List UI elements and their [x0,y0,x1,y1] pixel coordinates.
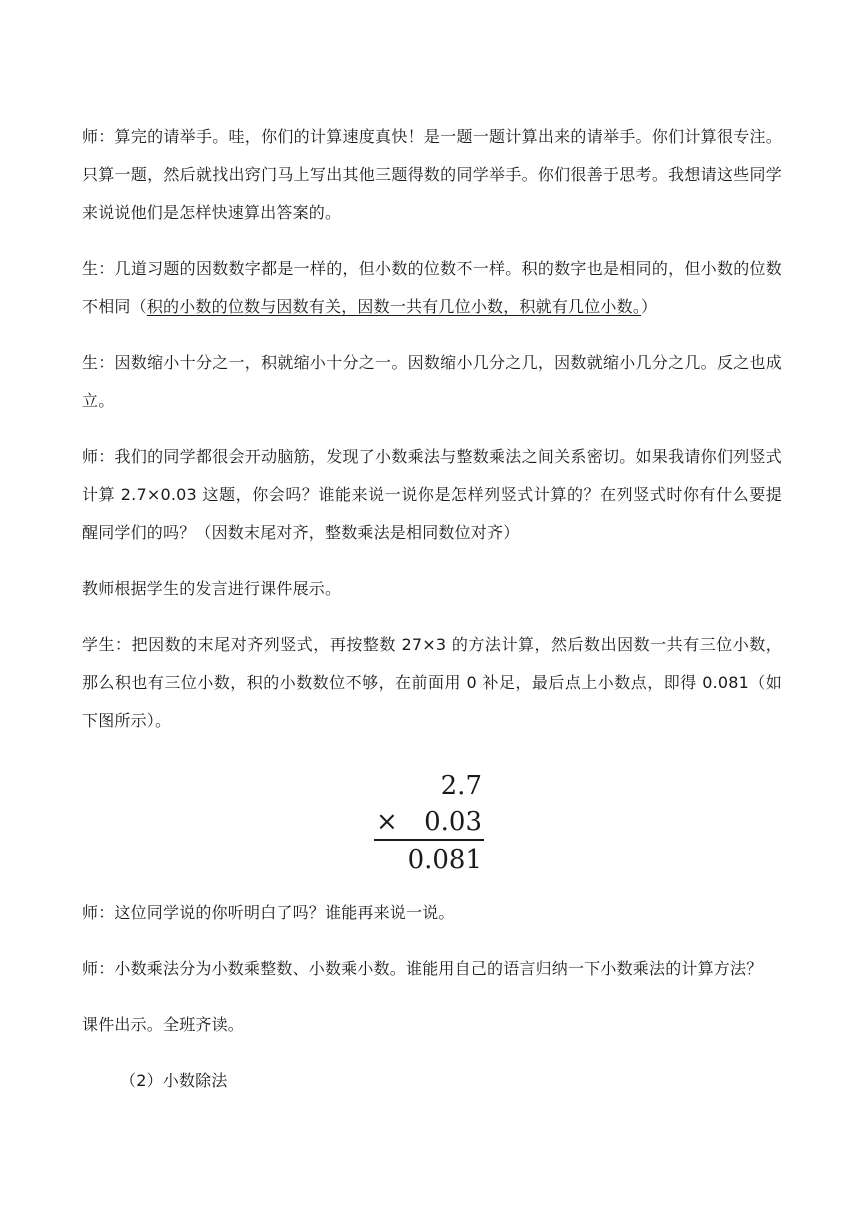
paragraph-class-reading: 课件出示。全班齐读。 [82,1015,245,1034]
product: 0.081 [407,845,482,875]
paragraph-student-factor-rule: 生：因数缩小十分之一，积就缩小十分之一。因数缩小几分之几，因数就缩小几分之几。反之也成立。 [82,353,782,410]
multiplier: 0.03 [424,807,482,837]
closing-parenthesis: ） [641,297,658,316]
observation-text: 生：几道习题的因数数字都是一样的，但小数的位数不一样。积的数字也是相同的，但小数的位数不相同（ [82,259,782,316]
multiply-operator: × [376,807,398,837]
multiplicand: 2.7 [440,771,482,801]
paragraph-teacher-check: 师：这位同学说的你听明白了吗？谁能再来说一说。 [82,903,455,922]
section-heading-decimal-division: （2）小数除法 [120,1071,228,1090]
paragraph-teacher-question: 师：我们的同学都很会开动脑筋，发现了小数乘法与整数乘法之间关系密切。如果我请你们列竖式计算 2.7×0.03 这题，你会吗？谁能来说一说你是怎样列竖式计算的？在列竖式时你有什么要提醒同学们的吗？（因数末尾对齐，整数乘法是相同数位对齐） [82,447,782,542]
vertical-multiplication-figure [82,758,782,876]
paragraph-student-method: 学生：把因数的末尾对齐列竖式，再按整数 27×3 的方法计算，然后数出因数一共有三位小数，那么积也有三位小数，积的小数数位不够，在前面用 0 补足，最后点上小数点，即得 0.081（如下图所示）。 [82,635,782,730]
paragraph-courseware-display: 教师根据学生的发言进行课件展示。 [82,579,342,598]
paragraph-teacher-summary-question: 师：小数乘法分为小数乘整数、小数乘小数。谁能用自己的语言归纳一下小数乘法的计算方法？ [82,959,763,978]
underlined-conclusion: 积的小数的位数与因数有关，因数一共有几位小数，积就有几位小数。 [146,297,642,316]
paragraph-student-observation [82,250,782,326]
vertical-multiplication-svg [362,758,522,876]
document-page [82,118,782,1118]
paragraph-teacher-intro: 师：算完的请举手。哇，你们的计算速度真快！是一题一题计算出来的请举手。你们计算很专注。只算一题，然后就找出窍门马上写出其他三题得数的同学举手。你们很善于思考。我想请这些同学来说说他们是怎样快速算出答案的。 [82,127,782,222]
